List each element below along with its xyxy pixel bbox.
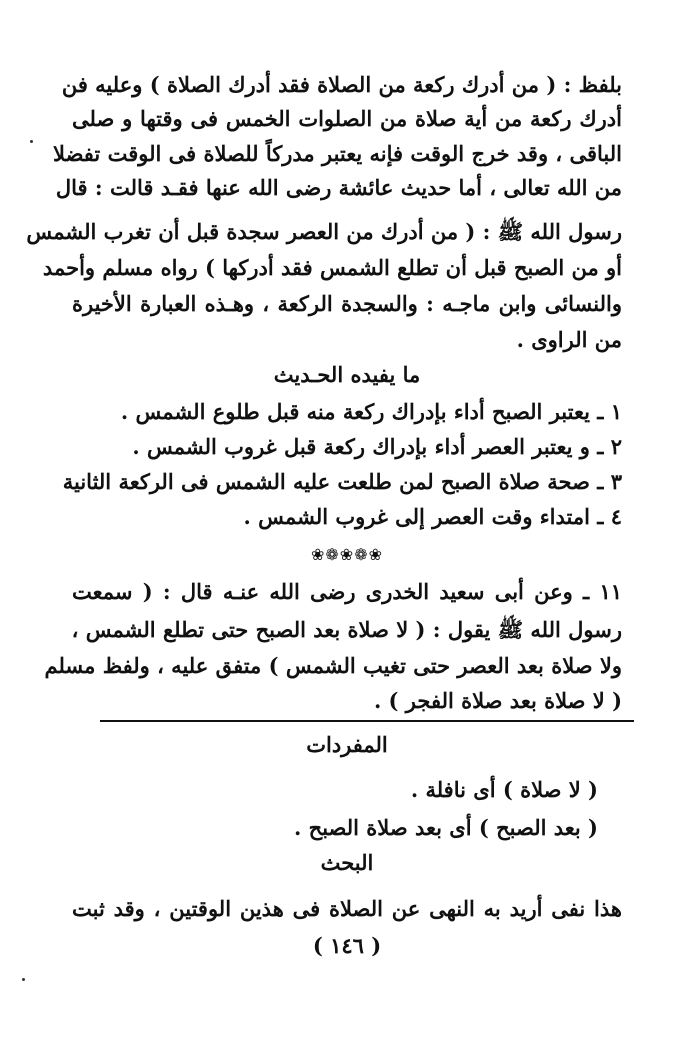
paragraph-1-line-4: من الله تعالى ، أما حديث عائشة رضى الله عنها فقـد قالت : قال: [55, 175, 622, 200]
paragraph-2-line-3: ولا صلاة بعد العصر حتى تغيب الشمس ) متفق عليه ، ولفظ مسلم: [44, 653, 622, 678]
page-number: ( ١٤٦ ): [312, 933, 382, 958]
benefit-item: ٣ ـ صحة صلاة الصبح لمن طلعت عليه الشمس فى الركعة الثانية: [62, 469, 622, 494]
scan-speck: [30, 140, 33, 143]
paragraph-1-line-6: أو من الصبح قبل أن تطلع الشمس فقد أدركها ) رواه مسلم وأحمد: [42, 255, 622, 280]
paragraph-1-line-1: بلفظ : ( من أدرك ركعة من الصلاة فقد أدرك الصلاة ) وعليه فن: [61, 72, 622, 97]
benefit-item: ٢ ـ و يعتبر العصر أداء بإدراك ركعة قبل غروب الشمس .: [132, 434, 622, 459]
benefit-item: ٤ ـ امتداء وقت العصر إلى غروب الشمس .: [243, 504, 622, 529]
paragraph-2-line-1: ١١ ـ وعن أبى سعيد الخدرى رضى الله عنـه قال : ( سمعت: [72, 579, 622, 604]
vocabulary-item: ( بعد الصبح ) أى بعد صلاة الصبح .: [294, 815, 598, 840]
section-heading-vocabulary: المفردات: [306, 732, 388, 757]
section-heading-discussion: البحث: [320, 850, 374, 875]
paragraph-3-line-1: هذا نفى أريد به النهى عن الصلاة فى هذين الوقتين ، وقد ثبت: [72, 896, 622, 921]
vocabulary-item: ( لا صلاة ) أى نافلة .: [410, 777, 598, 802]
ornament-divider: ❀❁❀❁❀: [310, 545, 384, 564]
paragraph-1-line-7: والنسائى وابن ماجـه : والسجدة الركعة ، وهـذه العبارة الأخيرة: [72, 291, 622, 316]
section-heading-benefits: ما يفيده الحـديث: [273, 362, 421, 387]
paragraph-1-line-2: أدرك ركعة من أية صلاة من الصلوات الخمس فى وقتها و صلى: [72, 106, 622, 131]
paragraph-1-line-3: الباقى ، وقد خرج الوقت فإنه يعتبر مدركاً للصلاة فى الوقت تفضلا: [53, 141, 622, 166]
benefit-item: ١ ـ يعتبر الصبح أداء بإدراك ركعة منه قبل طلوع الشمس .: [120, 399, 622, 424]
paragraph-2-line-2: رسول الله ﷺ يقول : ( لا صلاة بعد الصبح حتى تطلع الشمس ،: [71, 617, 622, 642]
paragraph-2-line-4: ( لا صلاة بعد صلاة الفجر ) .: [373, 688, 622, 713]
scan-speck: [22, 978, 25, 981]
paragraph-1-line-8: من الراوى .: [516, 327, 622, 352]
paragraph-1-line-5: رسول الله ﷺ : ( من أدرك من العصر سجدة قبل أن تغرب الشمس: [26, 219, 622, 244]
footnote-divider-rule: [100, 720, 634, 722]
